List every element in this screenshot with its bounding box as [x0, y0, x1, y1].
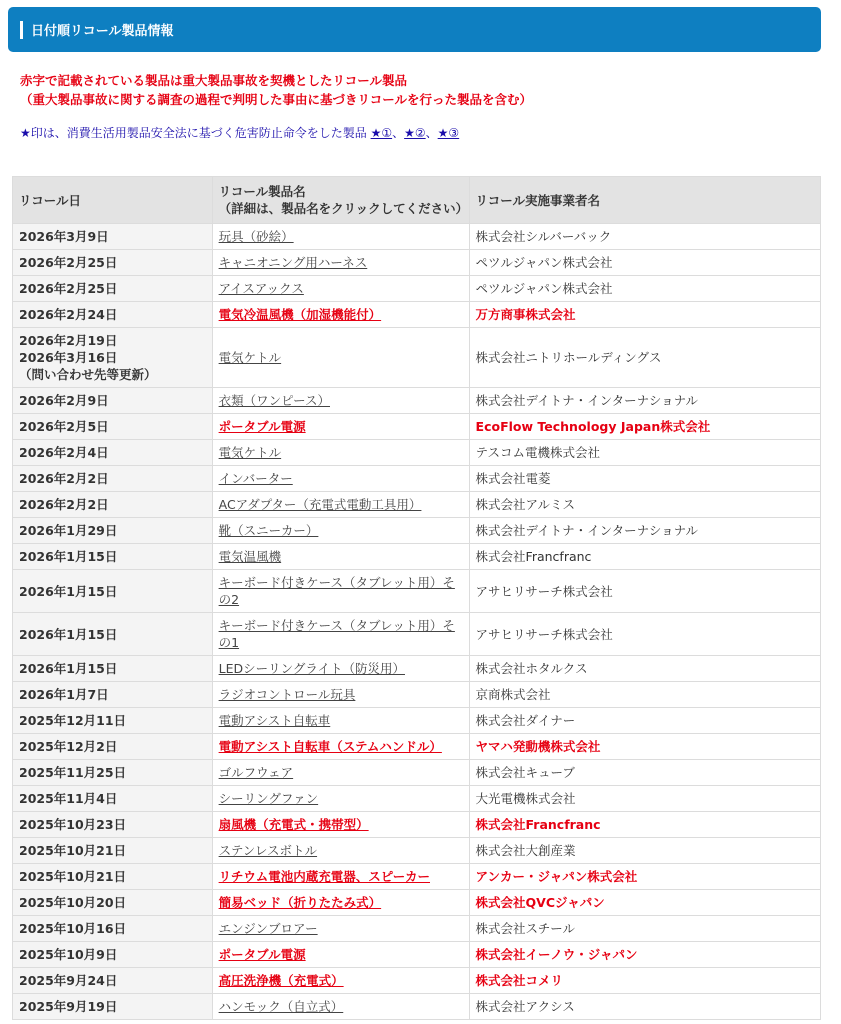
product-cell: [212, 388, 469, 414]
separator-1: 、: [392, 126, 405, 140]
table-row: [13, 916, 821, 942]
table-row: [13, 544, 821, 570]
product-link[interactable]: ハンモック（自立式）: [218, 999, 344, 1014]
product-link[interactable]: ポータブル電源: [218, 947, 306, 962]
product-link[interactable]: 玩具（砂絵）: [218, 229, 294, 244]
recall-date: 2026年2月24日: [13, 302, 213, 328]
product-cell: [212, 518, 469, 544]
order-notice: [20, 124, 459, 141]
recall-date: 2025年10月20日: [13, 890, 213, 916]
company-name: 株式会社Francfranc: [469, 812, 820, 838]
recall-date: 2025年12月11日: [13, 708, 213, 734]
recall-date: 2025年10月21日: [13, 864, 213, 890]
recall-date: 2026年1月15日: [13, 656, 213, 682]
table-row: [13, 682, 821, 708]
product-cell: [212, 570, 469, 613]
product-link[interactable]: リチウム電池内蔵充電器、スピーカー: [218, 869, 430, 884]
company-name: 株式会社ニトリホールディングス: [469, 328, 820, 388]
product-cell: [212, 276, 469, 302]
header-product-line2: （詳細は、製品名をクリックしてください）: [218, 201, 469, 216]
recall-date: 2026年2月4日: [13, 440, 213, 466]
company-name: 万方商事株式会社: [469, 302, 820, 328]
company-name: 株式会社スチール: [469, 916, 820, 942]
recall-date: 2026年2月2日: [13, 466, 213, 492]
recall-date: 2026年2月5日: [13, 414, 213, 440]
recall-table: [12, 176, 821, 1020]
table-row: [13, 734, 821, 760]
product-link[interactable]: ポータブル電源: [218, 419, 306, 434]
recall-date: 2025年12月2日: [13, 734, 213, 760]
recall-date: 2026年1月15日: [13, 544, 213, 570]
company-name: 株式会社大創産業: [469, 838, 820, 864]
recall-date: 2026年3月9日: [13, 224, 213, 250]
company-name: 株式会社デイトナ・インターナショナル: [469, 388, 820, 414]
recall-date: 2025年10月23日: [13, 812, 213, 838]
product-link[interactable]: 扇風機（充電式・携帯型）: [218, 817, 369, 832]
product-cell: [212, 708, 469, 734]
recall-date: 2025年10月16日: [13, 916, 213, 942]
recall-date: 2026年1月7日: [13, 682, 213, 708]
product-link[interactable]: 電気ケトル: [218, 350, 282, 365]
product-cell: [212, 734, 469, 760]
product-link[interactable]: ステンレスボトル: [218, 843, 318, 858]
header-date: リコール日: [13, 177, 213, 224]
product-cell: [212, 466, 469, 492]
table-row: [13, 613, 821, 656]
product-link[interactable]: キャニオニング用ハーネス: [218, 255, 368, 270]
product-cell: [212, 760, 469, 786]
table-row: [13, 656, 821, 682]
company-name: 株式会社ホタルクス: [469, 656, 820, 682]
product-link[interactable]: キーボード付きケース（タブレット用）その2: [218, 575, 455, 607]
product-cell: [212, 838, 469, 864]
recall-date: 2026年2月9日: [13, 388, 213, 414]
table-row: [13, 224, 821, 250]
company-name: 株式会社キューブ: [469, 760, 820, 786]
product-cell: [212, 994, 469, 1020]
star-link-3[interactable]: ★③: [437, 126, 460, 140]
product-cell: [212, 916, 469, 942]
table-row: [13, 276, 821, 302]
company-name: 株式会社アクシス: [469, 994, 820, 1020]
product-cell: [212, 613, 469, 656]
table-row: [13, 968, 821, 994]
table-row: [13, 440, 821, 466]
product-cell: [212, 544, 469, 570]
red-notice-line2: （重大製品事故に関する調査の過程で判明した事由に基づきリコールを行った製品を含む）: [20, 92, 533, 107]
table-row: [13, 760, 821, 786]
table-row: [13, 570, 821, 613]
company-name: ペツルジャパン株式会社: [469, 250, 820, 276]
table-row: [13, 492, 821, 518]
red-notice-line1: 赤字で記載されている製品は重大製品事故を契機としたリコール製品: [20, 73, 408, 88]
product-cell: [212, 440, 469, 466]
table-row: [13, 708, 821, 734]
star-link-1[interactable]: ★①: [370, 126, 393, 140]
table-header-row: [13, 177, 821, 224]
header-company: リコール実施事業者名: [469, 177, 820, 224]
product-link[interactable]: エンジンブロアー: [218, 921, 318, 936]
company-name: 大光電機株式会社: [469, 786, 820, 812]
product-cell: [212, 682, 469, 708]
product-link[interactable]: 電動アシスト自転車: [218, 713, 331, 728]
company-name: 株式会社Francfranc: [469, 544, 820, 570]
table-row: [13, 414, 821, 440]
product-link[interactable]: アイスアックス: [218, 281, 304, 296]
product-link[interactable]: 簡易ベッド（折りたたみ式）: [218, 895, 382, 910]
company-name: 株式会社QVCジャパン: [469, 890, 820, 916]
page-header: [8, 7, 821, 52]
product-link[interactable]: ゴルフウェア: [218, 765, 294, 780]
table-row: [13, 388, 821, 414]
recall-date: 2025年9月24日: [13, 968, 213, 994]
company-name: 株式会社電菱: [469, 466, 820, 492]
product-link[interactable]: シーリングファン: [218, 791, 319, 806]
product-link[interactable]: 電気冷温風機（加湿機能付）: [218, 307, 382, 322]
page-title: 日付順リコール製品情報: [31, 24, 174, 39]
product-link[interactable]: キーボード付きケース（タブレット用）その1: [218, 618, 455, 650]
table-row: [13, 250, 821, 276]
company-name: EcoFlow Technology Japan株式会社: [469, 414, 820, 440]
table-row: [13, 786, 821, 812]
table-row: [13, 994, 821, 1020]
product-link[interactable]: ラジオコントロール玩具: [218, 687, 356, 702]
red-notice: [20, 71, 532, 109]
table-row: [13, 518, 821, 544]
product-cell: [212, 942, 469, 968]
order-notice-text: ★印は、消費生活用製品安全法に基づく危害防止命令をした製品: [20, 126, 367, 140]
recall-date: 2025年11月25日: [13, 760, 213, 786]
table-row: [13, 466, 821, 492]
product-link[interactable]: 靴（スニーカー）: [218, 523, 319, 538]
company-name: 株式会社アルミス: [469, 492, 820, 518]
recall-date: 2026年1月15日: [13, 570, 213, 613]
product-link[interactable]: 電動アシスト自転車（ステムハンドル）: [218, 739, 442, 754]
recall-date: 2026年1月15日: [13, 613, 213, 656]
product-cell: [212, 250, 469, 276]
product-cell: [212, 302, 469, 328]
table-row: [13, 812, 821, 838]
header-product: [212, 177, 469, 224]
recall-date: 2026年1月29日: [13, 518, 213, 544]
company-name: アサヒリサーチ株式会社: [469, 570, 820, 613]
table-row: [13, 838, 821, 864]
product-cell: [212, 890, 469, 916]
company-name: 株式会社デイトナ・インターナショナル: [469, 518, 820, 544]
product-cell: [212, 224, 469, 250]
recall-date: 2025年10月9日: [13, 942, 213, 968]
recall-date: 2026年2月19日 2026年3月16日 （問い合わせ先等更新）: [13, 328, 213, 388]
product-link[interactable]: LEDシーリングライト（防災用）: [218, 661, 405, 676]
product-cell: [212, 328, 469, 388]
company-name: 株式会社シルバーバック: [469, 224, 820, 250]
product-link[interactable]: 電気ケトル: [218, 445, 282, 460]
table-row: [13, 864, 821, 890]
company-name: アンカー・ジャパン株式会社: [469, 864, 820, 890]
product-cell: [212, 864, 469, 890]
product-cell: [212, 414, 469, 440]
recall-date: 2025年11月4日: [13, 786, 213, 812]
product-link[interactable]: インバーター: [218, 471, 293, 486]
product-link[interactable]: 高圧洗浄機（充電式）: [218, 973, 344, 988]
company-name: テスコム電機株式会社: [469, 440, 820, 466]
company-name: ペツルジャパン株式会社: [469, 276, 820, 302]
recall-date: 2026年2月25日: [13, 250, 213, 276]
product-link[interactable]: ACアダプター（充電式電動工具用）: [218, 497, 422, 512]
table-row: [13, 890, 821, 916]
table-body: [13, 224, 821, 1020]
separator-2: 、: [425, 126, 438, 140]
header-accent-bar: [20, 21, 23, 39]
product-cell: [212, 968, 469, 994]
table-row: [13, 328, 821, 388]
recall-date: 2026年2月2日: [13, 492, 213, 518]
star-link-2[interactable]: ★②: [404, 126, 426, 140]
table-row: [13, 942, 821, 968]
recall-date: 2025年10月21日: [13, 838, 213, 864]
header-product-line1: リコール製品名: [218, 184, 306, 199]
table-row: [13, 302, 821, 328]
product-cell: [212, 812, 469, 838]
product-cell: [212, 492, 469, 518]
product-link[interactable]: 電気温風機: [218, 549, 282, 564]
company-name: 株式会社イーノウ・ジャパン: [469, 942, 820, 968]
recall-date: 2026年2月25日: [13, 276, 213, 302]
company-name: 株式会社コメリ: [469, 968, 820, 994]
company-name: アサヒリサーチ株式会社: [469, 613, 820, 656]
product-cell: [212, 656, 469, 682]
product-cell: [212, 786, 469, 812]
company-name: ヤマハ発動機株式会社: [469, 734, 820, 760]
recall-date: 2025年9月19日: [13, 994, 213, 1020]
product-link[interactable]: 衣類（ワンピース）: [218, 393, 330, 408]
company-name: 株式会社ダイナー: [469, 708, 820, 734]
company-name: 京商株式会社: [469, 682, 820, 708]
